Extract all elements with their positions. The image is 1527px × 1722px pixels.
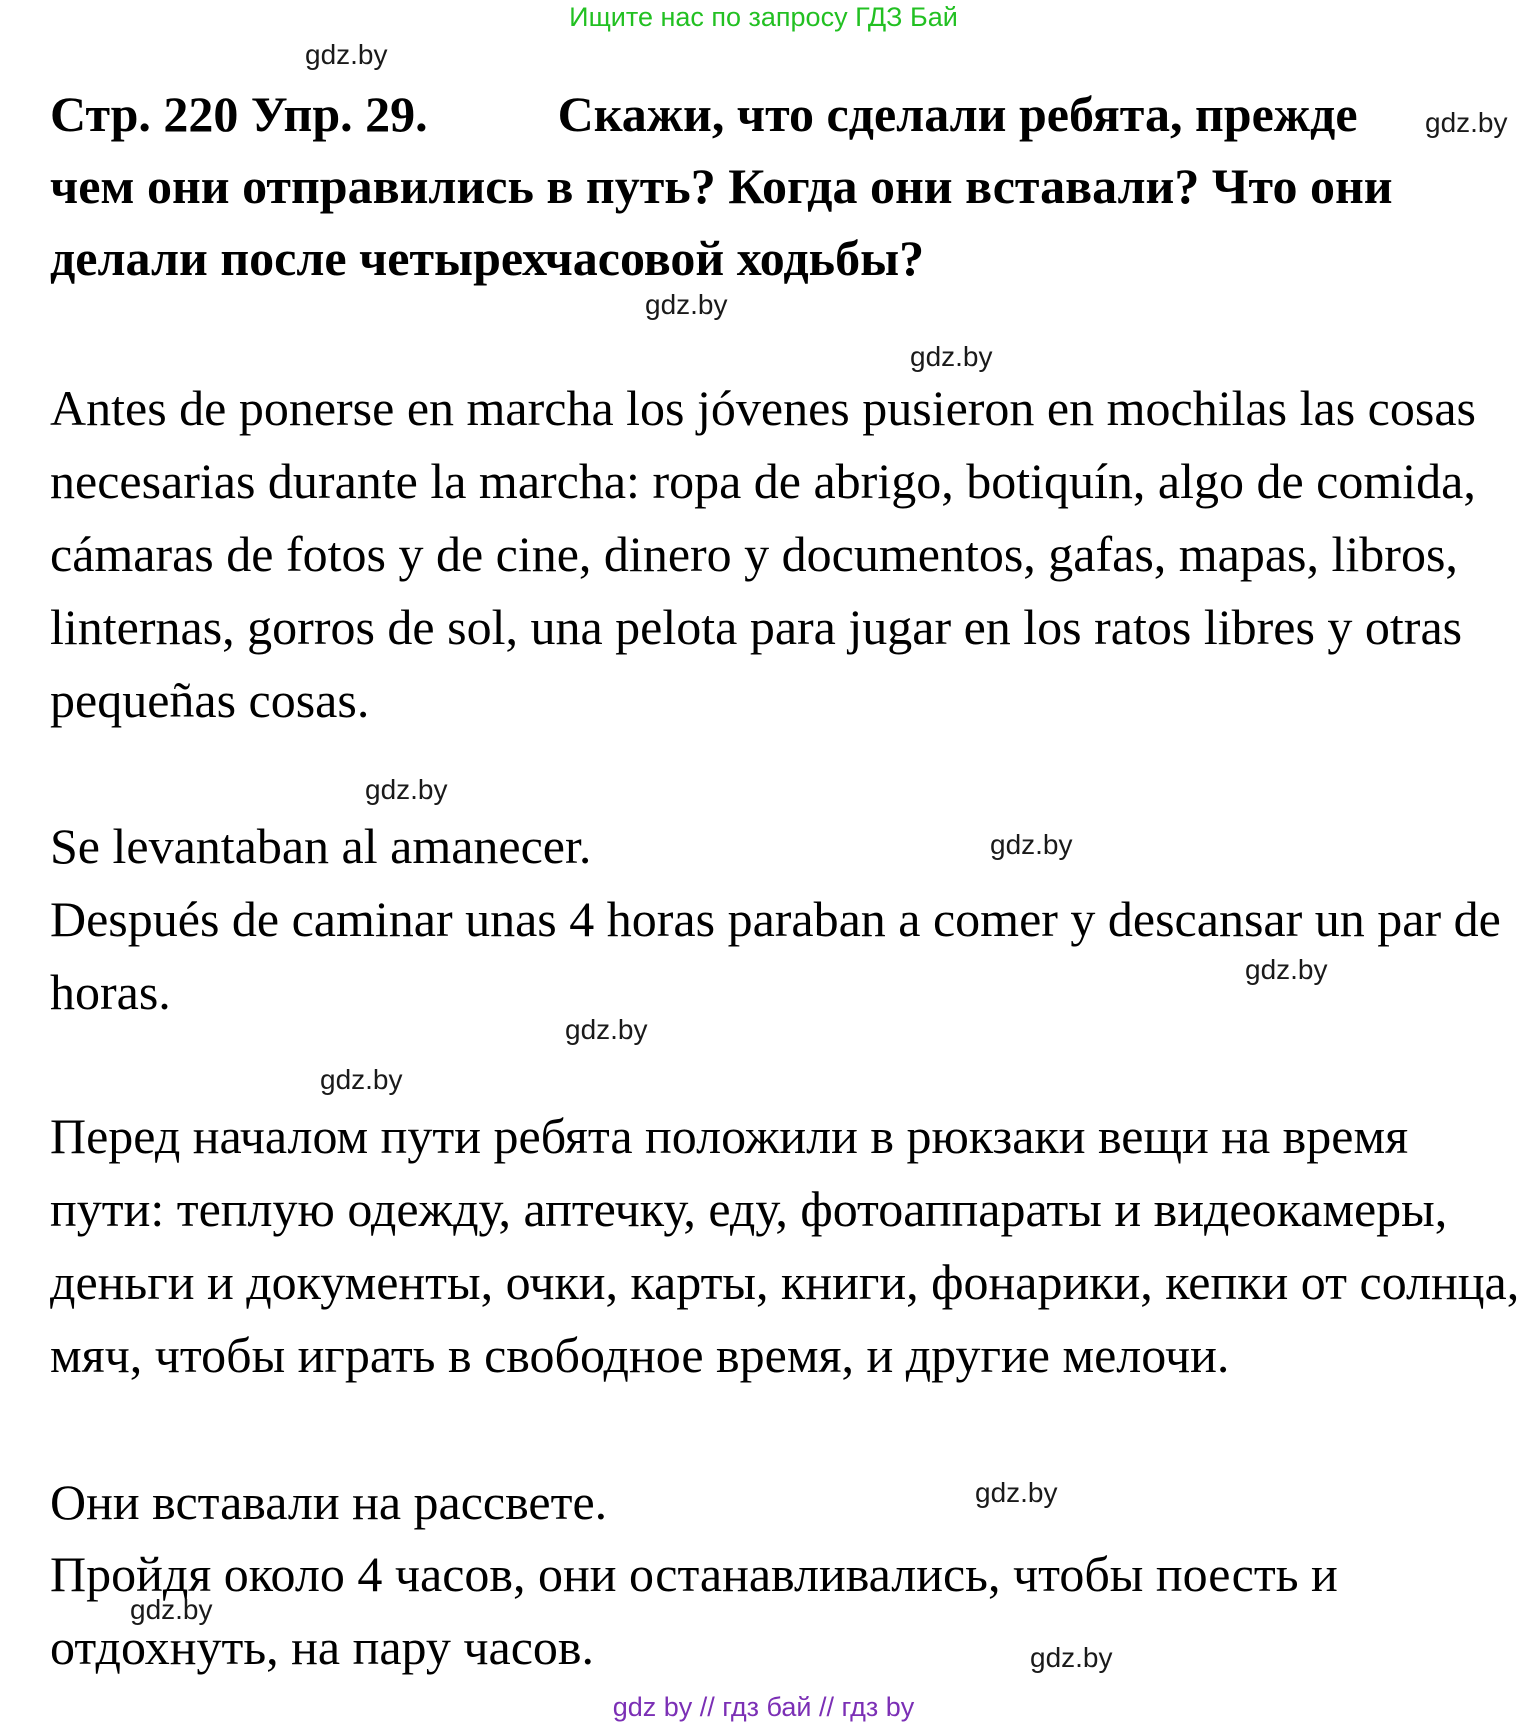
watermark: gdz.by bbox=[565, 1014, 648, 1045]
russian-answer-1: Перед началом пути ребята положили в рюкзаки вещи на время пути: теплую одежду, аптечку, еду, фотоаппараты и видеокамеры, деньги и документы, очки, карты, книги, фонарики, кепки от солнца, мяч, чтобы играть в свободное время, и другие мелочи. bbox=[50, 1108, 1520, 1383]
spanish-answer-3: Después de caminar unas 4 horas paraban a comer y descansar un par de horas. bbox=[50, 891, 1501, 1020]
exercise-heading bbox=[50, 78, 1400, 294]
russian-answer-3: Пройдя около 4 часов, они останавливались, чтобы поесть и отдохнуть, на пару часов. bbox=[50, 1546, 1338, 1675]
russian-answer-2: Они вставали на рассвете. bbox=[50, 1474, 608, 1530]
exercise-ref: Стр. 220 Упр. 29. bbox=[50, 86, 428, 142]
watermark: gdz.by bbox=[975, 1477, 1058, 1508]
top-banner: Ищите нас по запросу ГДЗ Бай bbox=[569, 2, 958, 32]
exercise-question: Скажи, что сделали ребята, прежде чем они отправились в путь? Когда они вставали? Что они делали после четырехчасовой ходьбы? bbox=[50, 86, 1393, 286]
watermark: gdz.by bbox=[365, 774, 448, 805]
watermark: gdz.by bbox=[645, 289, 728, 320]
watermark: gdz.by bbox=[910, 341, 993, 372]
spanish-answer-1: Antes de ponerse en marcha los jóvenes pusieron en mochilas las cosas necesarias durante la marcha: ropa de abrigo, botiquín, algo de comida, cámaras de fotos y de cine, dinero y documentos, gafas, mapas, libros, linternas, gorros de sol, una pelota para jugar en los ratos libres y otras pequeñas cosas. bbox=[50, 380, 1476, 728]
watermark: gdz.by bbox=[320, 1064, 403, 1095]
spanish-answer-2: Se levantaban al amanecer. bbox=[50, 818, 592, 874]
watermark: gdz.by bbox=[1425, 107, 1508, 138]
watermark: gdz.by bbox=[1245, 954, 1328, 985]
watermark: gdz.by bbox=[990, 829, 1073, 860]
watermark: gdz.by bbox=[305, 39, 388, 70]
watermark: gdz.by bbox=[130, 1594, 213, 1625]
watermark: gdz.by bbox=[1030, 1642, 1113, 1673]
footer-watermark: gdz by // гдз бай // гдз by bbox=[612, 1692, 915, 1722]
